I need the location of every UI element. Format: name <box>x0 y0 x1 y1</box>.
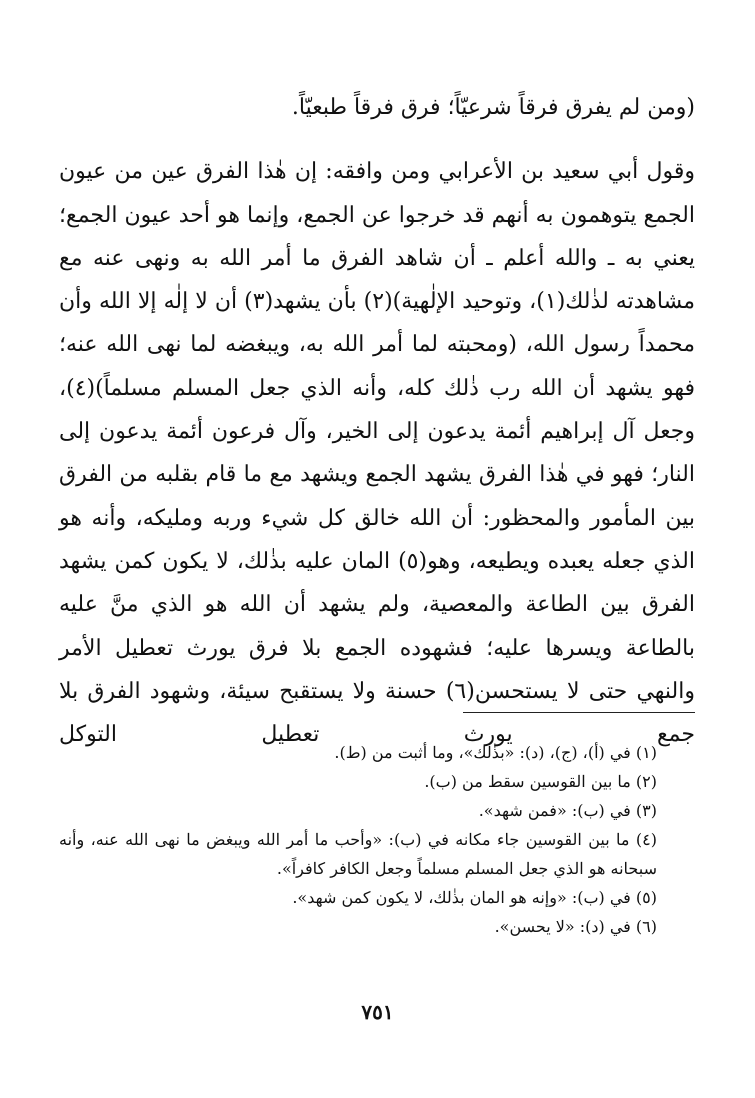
footnote-separator <box>463 712 695 713</box>
footnote-3: (٣) في (ب): «فمن شهد». <box>478 801 657 820</box>
footnote-4: (٤) ما بين القوسين جاء مكانه في (ب): «وأحب ما أمر الله ويبغض ما نهى الله عنه، وأنه سبحانه هو الذي جعل المسلم مسلماً وجعل الكافر كافراً». <box>59 830 657 878</box>
main-paragraph: وقول أبي سعيد بن الأعرابي ومن وافقه: إن هٰذا الفرق عين من عيون الجمع يتوهمون به أنهم قد خرجوا عن الجمع، وإنما هو أحد عيون الجمع؛ يعني به ـ والله أعلم ـ أن شاهد الفرق ما أمر الله به ونهى عنه مع مشاهدته لذٰلك(١)، وتوحيد الإلٰهية)(٢) بأن يشهد(٣) أن لا إلٰه إلا الله وأن محمداً رسول الله، (ومحبته لما أمر الله به، ويبغضه لما نهى الله عنه؛ فهو يشهد أن الله رب ذٰلك كله، وأنه الذي جعل المسلم مسلماً)(٤)، وجعل آل إبراهيم أئمة يدعون إلى الخير، وآل فرعون أئمة يدعون إلى النار؛ فهو في هٰذا الفرق يشهد الجمع ويشهد مع ما قام بقلبه من الفرق بين المأمور والمحظور: أن الله خالق كل شيء وربه ومليكه، وأنه هو الذي جعله يعبده ويطيعه، وهو(٥) المان عليه بذٰلك، لا يكون كمن يشهد الفرق بين الطاعة والمعصية، ولم يشهد أن الله هو الذي منَّ عليه بالطاعة ويسرها عليه؛ فشهوده الجمع بلا فرق يورث تعطيل الأمر والنهي حتى لا يستحسن(٦) حسنة ولا يستقبح سيئة، وشهود الفرق بلا جمع يورث تعطيل التوكل <box>59 159 695 748</box>
opening-line: (ومن لم يفرق فرقاً شرعيّاً؛ فرق فرقاً طبعيّاً. <box>291 95 695 120</box>
footnotes-block <box>59 738 695 941</box>
footnote-6: (٦) في (د): «لا يحسن». <box>494 917 657 936</box>
page-number: ٧٥١ <box>361 1000 394 1024</box>
footnote-1: (١) في (أ)، (ج)، (د): «بذٰلك»، وما أثبت من (ط). <box>334 743 657 762</box>
footnote-2: (٢) ما بين القوسين سقط من (ب). <box>424 772 657 791</box>
footnote-5: (٥) في (ب): «وإنه هو المان بذٰلك، لا يكون كمن شهد». <box>292 888 657 907</box>
main-text-block <box>59 86 695 756</box>
